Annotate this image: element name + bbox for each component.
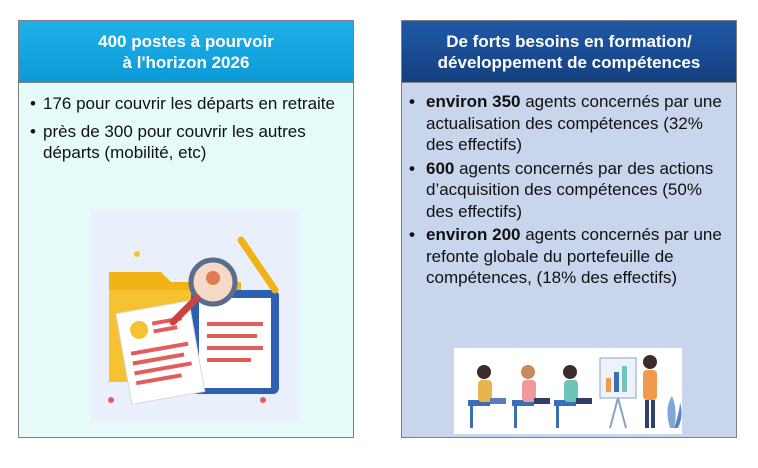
list-item — [408, 224, 730, 289]
recruitment-illustration-icon — [91, 210, 299, 422]
right-title-line2: développement de compétences — [437, 52, 701, 72]
list-item: • près de 300 pour couvrir les autres départs (mobilité, etc) — [27, 121, 345, 163]
right-panel-header — [402, 21, 736, 83]
right-bullet-list — [402, 83, 736, 289]
list-item — [408, 91, 730, 156]
item-emphasis: environ 350 — [426, 92, 521, 111]
item-emphasis: 600 — [426, 158, 455, 178]
list-item: • 176 pour couvrir les départs en retraite — [27, 93, 345, 114]
training-illustration-icon — [454, 348, 682, 434]
left-panel — [18, 20, 354, 438]
item-text: agents concernés par une actualisation des compétences (32% des effectifs) — [426, 92, 722, 154]
right-title-line1: De forts besoins en formation/ — [446, 31, 692, 51]
item-text: agents concernés par des actions d’acquisition des compétences (50% des effectifs) — [426, 158, 714, 221]
list-item — [408, 158, 730, 223]
left-panel-header — [19, 21, 353, 83]
item-text: agents concernés par une refonte globale du portefeuille de compétences, (18% des effectifs) — [426, 225, 722, 287]
left-title-line1: 400 postes à pourvoir — [98, 31, 274, 51]
right-panel — [401, 20, 737, 438]
left-title-line2: à l'horizon 2026 — [122, 52, 250, 72]
item-emphasis: environ 200 — [426, 225, 521, 244]
left-bullet-list — [19, 83, 353, 163]
